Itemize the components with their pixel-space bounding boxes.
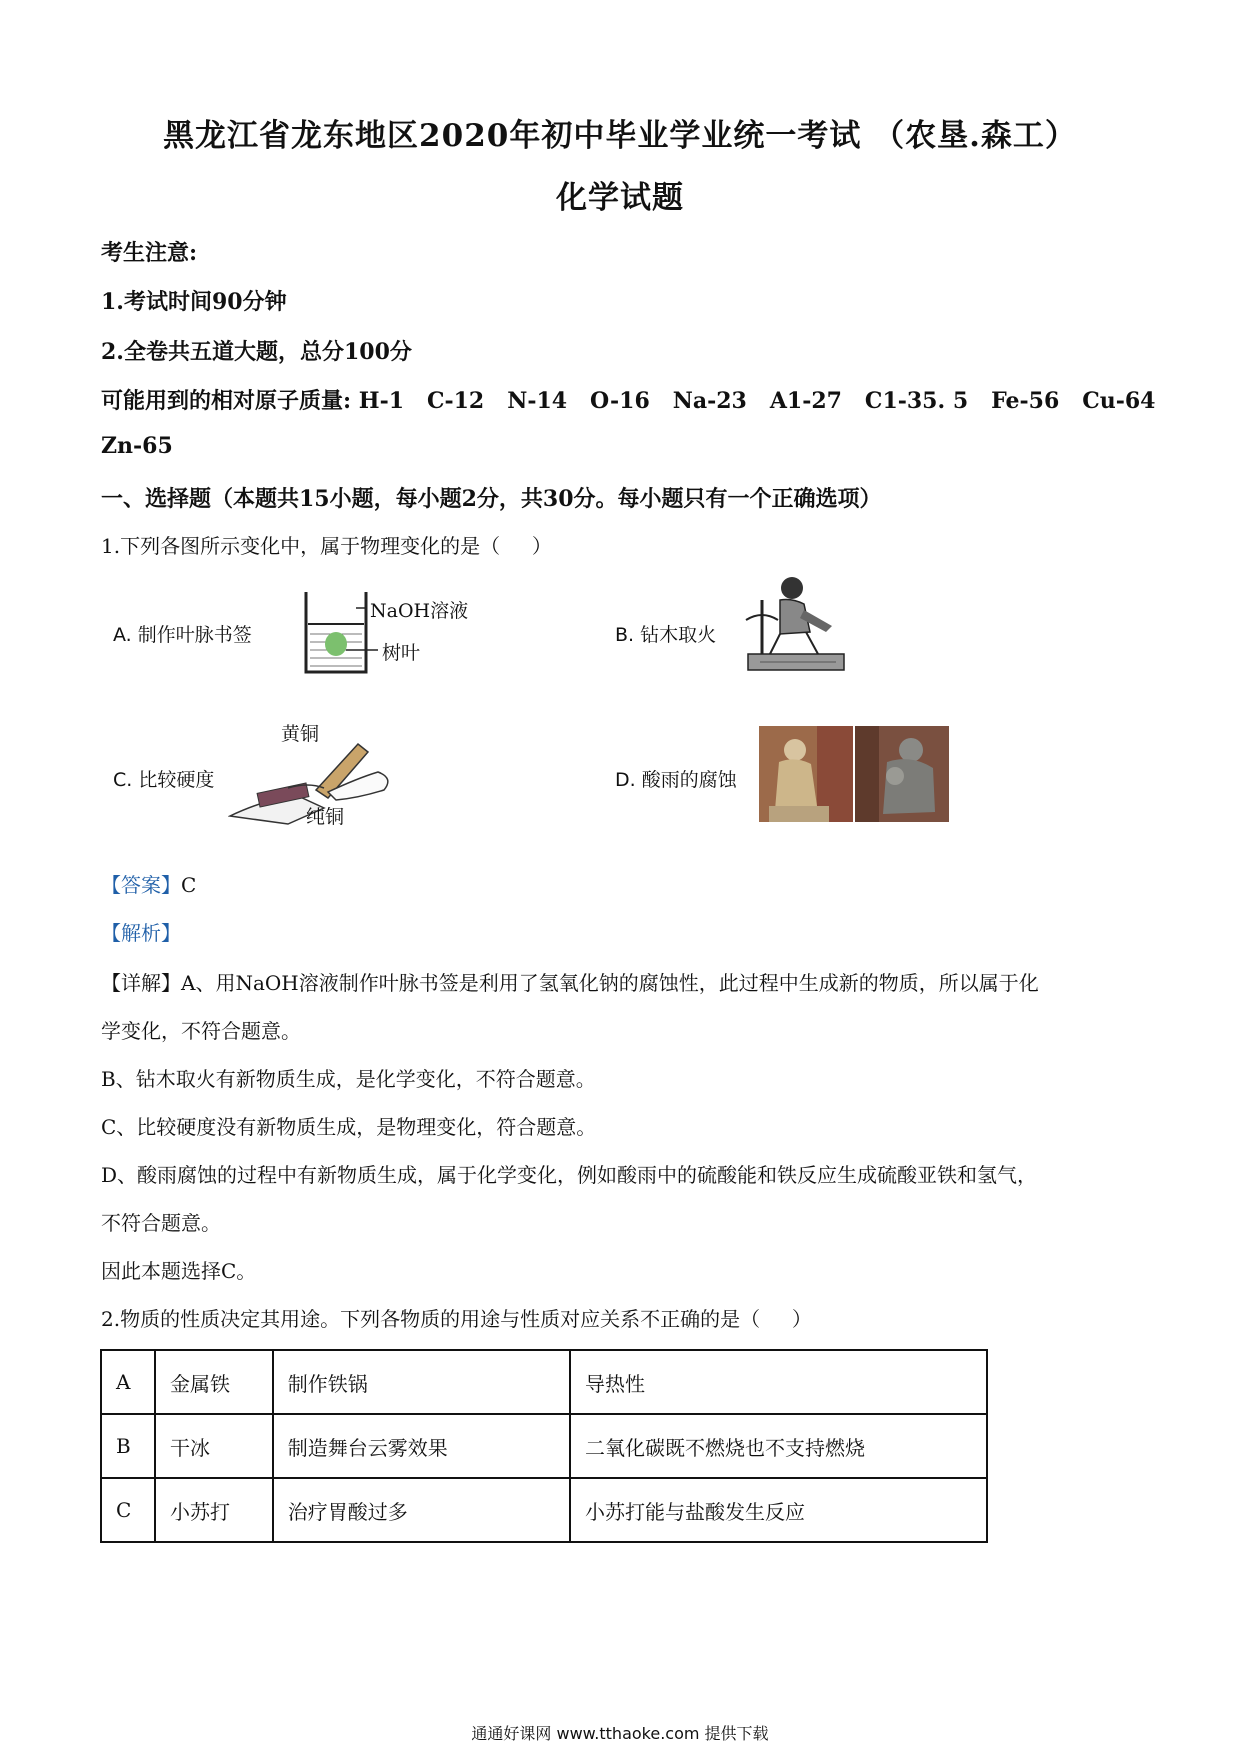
table-cell: 金属铁: [155, 1350, 273, 1414]
table-cell: 小苏打: [155, 1478, 273, 1542]
q1-stem: 1.下列各图所示变化中，属于物理变化的是（ ）: [101, 534, 552, 558]
exam-title: 黑龙江省龙东地区2020年初中毕业学业统一考试 （农垦.森工）: [163, 118, 1077, 154]
analysis-tag: 【解析】: [101, 921, 181, 945]
copper-label: 纯铜: [306, 806, 345, 828]
exam-subtitle: 化学试题: [556, 180, 684, 216]
statue-icon: [759, 726, 853, 822]
detail-d-line1: D、酸雨腐蚀的过程中有新物质生成，属于化学变化，例如酸雨中的硫酸能和铁反应生成硫酸亚铁和氢气，: [101, 1163, 1038, 1187]
corroded-statue-icon: [855, 726, 949, 822]
table-cell: C: [101, 1478, 155, 1542]
q1-option-a: A. 制作叶脉书签: [113, 624, 252, 646]
table-cell: 治疗胃酸过多: [273, 1478, 570, 1542]
fire-drill-icon: [740, 570, 850, 676]
atomic-masses-line1: 可能用到的相对原子质量: H-1 C-12 N-14 O-16 Na-23 A1-27 C1-35. 5 Fe-56 Cu-64: [101, 388, 1156, 414]
detail-b: B、钻木取火有新物质生成，是化学变化，不符合题意。: [101, 1067, 596, 1091]
table-cell: B: [101, 1414, 155, 1478]
answer-value: C: [181, 873, 197, 897]
brass-label: 黄铜: [281, 723, 320, 745]
naoh-label: NaOH溶液: [370, 600, 469, 622]
drilling-wood-figure: [740, 570, 850, 676]
notice-item-time: 1.考试时间90分钟: [101, 289, 287, 315]
q1-option-b: B. 钻木取火: [615, 624, 717, 646]
footer-text: 通通好课网 www.tthaoke.com 提供下载: [471, 1724, 769, 1743]
q1-answer: [101, 869, 196, 898]
detail-a-text: A、用NaOH溶液制作叶脉书签是利用了氢氧化钠的腐蚀性，此过程中生成新的物质，所以属于化: [181, 971, 1039, 995]
q1-conclusion: 因此本题选择C。: [101, 1259, 257, 1283]
notice-heading: 考生注意:: [101, 240, 198, 266]
table-cell: 干冰: [155, 1414, 273, 1478]
detail-tag: 【详解】: [101, 971, 181, 995]
table-cell: 制作铁锅: [273, 1350, 570, 1414]
statue-photo-1: [759, 726, 853, 822]
q1-option-d: D. 酸雨的腐蚀: [615, 769, 737, 791]
atomic-masses-line2: Zn-65: [101, 433, 173, 459]
notice-item-total: 2.全卷共五道大题，总分100分: [101, 339, 412, 365]
table-cell: 二氧化碳既不燃烧也不支持燃烧: [570, 1414, 987, 1478]
table-row: [101, 1414, 987, 1478]
table-cell: A: [101, 1350, 155, 1414]
table-row: [101, 1350, 987, 1414]
leaf-label: 树叶: [382, 642, 421, 664]
q1-option-c: C. 比较硬度: [113, 769, 215, 791]
detail-line-1: [101, 967, 1039, 996]
section-heading: 一、选择题（本题共15小题，每小题2分，共30分。每小题只有一个正确选项）: [101, 486, 882, 512]
detail-c: C、比较硬度没有新物质生成，是物理变化，符合题意。: [101, 1115, 597, 1139]
statue-photo-2: [855, 726, 949, 822]
table-cell: 制造舞台云雾效果: [273, 1414, 570, 1478]
q2-table: [100, 1349, 988, 1543]
answer-tag: 【答案】: [101, 873, 181, 897]
table-row: [101, 1478, 987, 1542]
table-cell: 导热性: [570, 1350, 987, 1414]
leaf-icon: [325, 632, 347, 656]
detail-line-2: 学变化，不符合题意。: [101, 1019, 301, 1043]
q2-stem: 2.物质的性质决定其用途。下列各物质的用途与性质对应关系不正确的是（ ）: [101, 1307, 812, 1331]
detail-d-line2: 不符合题意。: [101, 1211, 221, 1235]
table-cell: 小苏打能与盐酸发生反应: [570, 1478, 987, 1542]
